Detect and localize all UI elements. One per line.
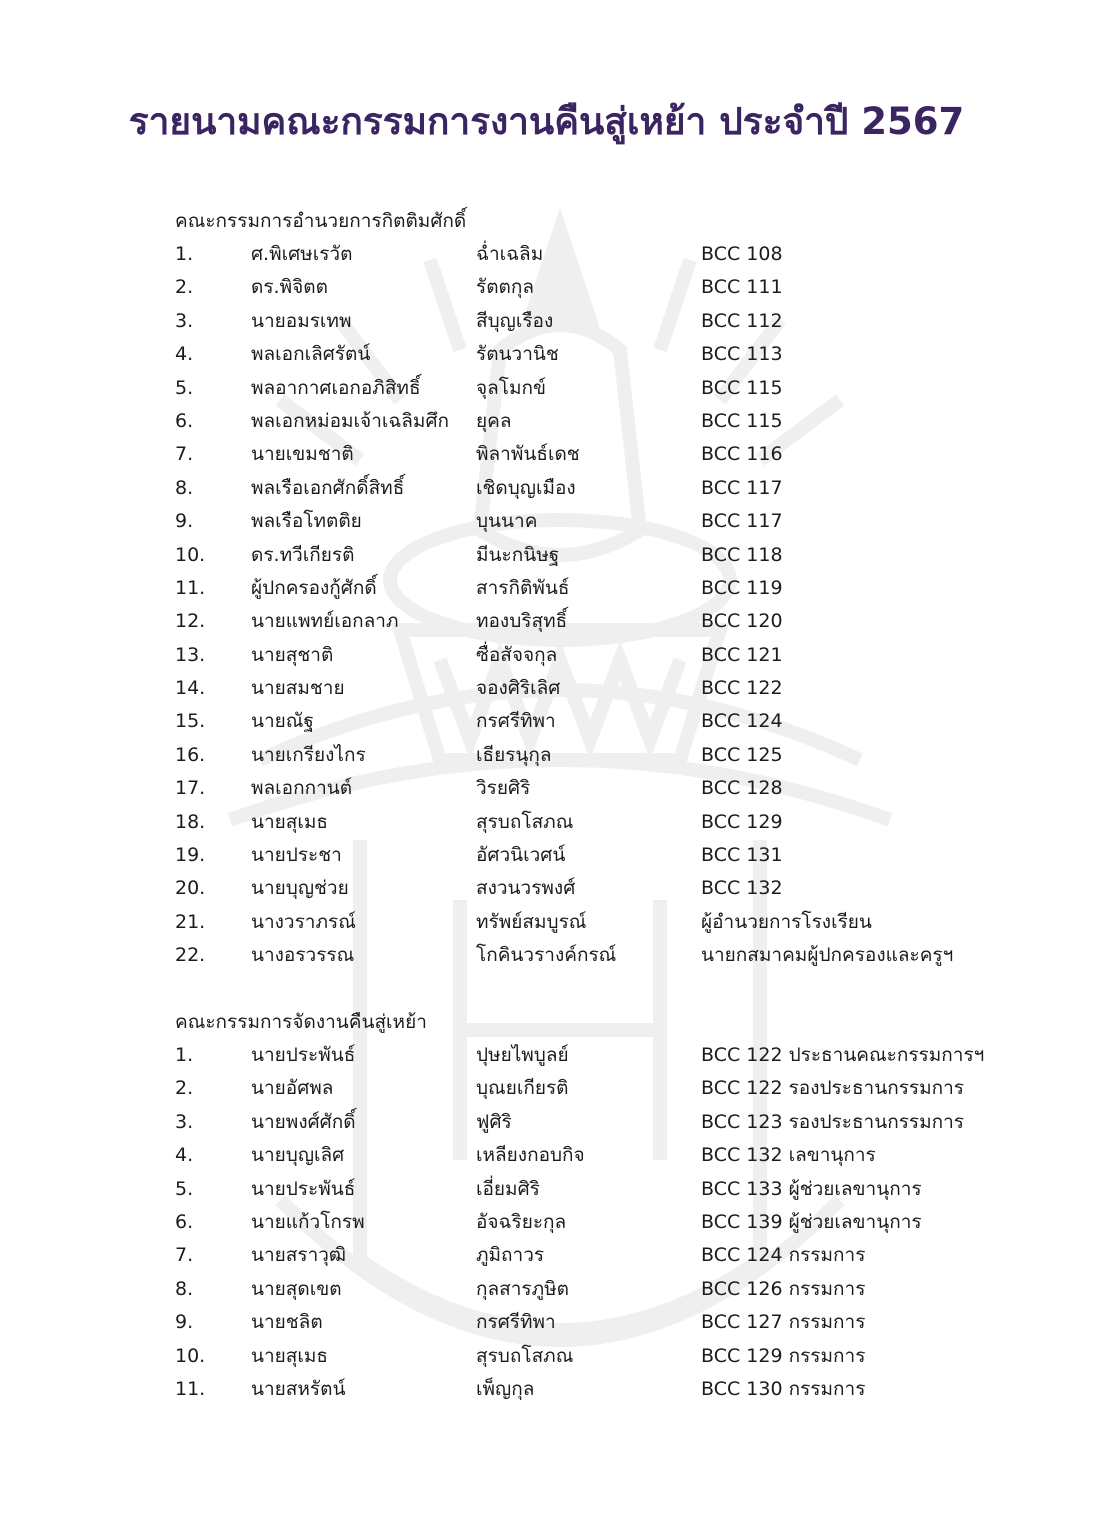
member-row <box>175 1173 1005 1206</box>
member-row <box>175 405 1005 438</box>
member-first-name: พลเอกเลิศรัตน์ <box>251 343 371 366</box>
member-note: BCC 122 ประธานคณะกรรมการฯ <box>701 1044 985 1066</box>
member-note: BCC 118 <box>701 543 783 566</box>
member-row <box>175 605 1005 638</box>
member-note: นายกสมาคมผู้ปกครองและครูฯ <box>701 944 954 967</box>
member-last-name: สงวนวรพงศ์ <box>476 877 576 900</box>
member-first-name: นายแก้วโกรพ <box>251 1210 365 1233</box>
row-number: 9. <box>175 510 194 533</box>
member-row <box>175 539 1005 572</box>
member-row <box>175 939 1005 972</box>
member-first-name: นายสราวุฒิ <box>251 1244 347 1267</box>
member-note: BCC 115 <box>701 376 783 399</box>
row-number: 2. <box>175 1077 194 1100</box>
member-first-name: นางอรวรรณ <box>251 944 355 967</box>
honorary-committee-section <box>175 204 1005 973</box>
member-row <box>175 672 1005 705</box>
member-row <box>175 1206 1005 1239</box>
member-first-name: ดร.พิจิตต <box>251 276 328 299</box>
member-last-name: ปุษยไพบูลย์ <box>476 1044 569 1066</box>
member-row <box>175 372 1005 405</box>
member-row <box>175 772 1005 805</box>
member-note: BCC 124 <box>701 710 783 733</box>
organizing-committee-section <box>175 1005 1005 1406</box>
member-last-name: จองศิริเลิศ <box>476 677 561 700</box>
member-note: BCC 120 <box>701 610 783 633</box>
member-row <box>175 305 1005 338</box>
row-number: 8. <box>175 476 194 499</box>
member-first-name: นายบุญเลิศ <box>251 1144 345 1167</box>
member-first-name: ศ.พิเศษเรวัต <box>251 243 353 265</box>
member-last-name: กุลสารภูษิต <box>476 1277 570 1300</box>
member-first-name: นายบุญช่วย <box>251 877 349 900</box>
member-first-name: ดร.ทวีเกียรติ <box>251 543 355 566</box>
member-row <box>175 1072 1005 1105</box>
row-number: 5. <box>175 1177 194 1200</box>
member-note: BCC 133 ผู้ช่วยเลขานุการ <box>701 1177 922 1200</box>
member-row <box>175 1106 1005 1139</box>
member-list <box>175 238 1005 973</box>
member-last-name: สุรบถโสภณ <box>476 810 574 833</box>
member-note: BCC 129 <box>701 810 783 833</box>
member-row <box>175 1340 1005 1373</box>
row-number: 21. <box>175 910 206 933</box>
row-number: 3. <box>175 1110 194 1133</box>
member-last-name: รัตนวานิช <box>476 343 559 366</box>
row-number: 9. <box>175 1311 194 1334</box>
member-note: BCC 123 รองประธานกรรมการ <box>701 1110 965 1133</box>
member-first-name: นายอัศพล <box>251 1077 334 1100</box>
member-row <box>175 472 1005 505</box>
row-number: 16. <box>175 743 206 766</box>
member-note: BCC 115 <box>701 409 783 432</box>
member-row <box>175 1239 1005 1272</box>
member-last-name: ฟูศิริ <box>476 1110 512 1133</box>
member-row <box>175 806 1005 839</box>
member-note: BCC 127 กรรมการ <box>701 1311 866 1334</box>
member-row <box>175 639 1005 672</box>
section-heading: คณะกรรมการอำนวยการกิตติมศักดิ์ <box>175 210 467 232</box>
member-row <box>175 271 1005 304</box>
member-last-name: บุนนาค <box>476 510 538 533</box>
member-note: BCC 119 <box>701 576 783 599</box>
member-note: BCC 116 <box>701 443 783 466</box>
member-first-name: พลอากาศเอกอภิสิทธิ์ <box>251 376 421 399</box>
member-row <box>175 572 1005 605</box>
member-first-name: นายสุดเขต <box>251 1277 342 1300</box>
row-number: 17. <box>175 777 206 800</box>
member-note: BCC 112 <box>701 309 783 332</box>
member-last-name: สุรบถโสภณ <box>476 1344 574 1367</box>
member-row <box>175 438 1005 471</box>
member-last-name: โกคินวรางค์กรณ์ <box>476 944 617 967</box>
member-first-name: ผู้ปกครองกู้ศักดิ์ <box>251 576 377 599</box>
member-note: BCC 139 ผู้ช่วยเลขานุการ <box>701 1210 922 1233</box>
member-last-name: กรศรีทิพา <box>476 1311 556 1334</box>
member-last-name: เหลียงกอบกิจ <box>476 1144 585 1167</box>
member-note: BCC 130 กรรมการ <box>701 1377 866 1400</box>
row-number: 10. <box>175 1344 206 1367</box>
member-last-name: เพ็ญกุล <box>476 1377 535 1400</box>
member-last-name: ยุคล <box>476 409 512 432</box>
member-last-name: สารกิติพันธ์ <box>476 576 570 599</box>
row-number: 6. <box>175 1210 194 1233</box>
row-number: 4. <box>175 1144 194 1167</box>
member-first-name: พลเอกกานต์ <box>251 777 353 800</box>
member-note: BCC 111 <box>701 276 783 299</box>
section-heading: คณะกรรมการจัดงานคืนสู่เหย้า <box>175 1011 427 1033</box>
member-row <box>175 1139 1005 1172</box>
row-number: 13. <box>175 643 206 666</box>
member-note: BCC 125 <box>701 743 783 766</box>
member-first-name: นายแพทย์เอกลาภ <box>251 610 399 633</box>
member-first-name: นายประพันธ์ <box>251 1044 356 1066</box>
member-last-name: เธียรนุกุล <box>476 743 552 766</box>
member-last-name: รัตตกุล <box>476 276 535 299</box>
member-first-name: นางวราภรณ์ <box>251 910 356 933</box>
row-number: 2. <box>175 276 194 299</box>
row-number: 1. <box>175 243 194 265</box>
member-note: BCC 124 กรรมการ <box>701 1244 866 1267</box>
member-last-name: ทรัพย์สมบูรณ์ <box>476 910 587 933</box>
member-row <box>175 872 1005 905</box>
member-last-name: เอี่ยมศิริ <box>476 1177 540 1200</box>
member-last-name: อัจฉริยะกุล <box>476 1210 567 1233</box>
member-first-name: นายชลิต <box>251 1311 323 1334</box>
member-first-name: พลเรือโทตติย <box>251 510 362 533</box>
member-last-name: วิรยศิริ <box>476 777 531 800</box>
member-last-name: บุณยเกียรติ <box>476 1077 569 1100</box>
member-note: BCC 129 กรรมการ <box>701 1344 866 1367</box>
row-number: 4. <box>175 343 194 366</box>
row-number: 1. <box>175 1044 194 1066</box>
member-last-name: เชิดบุญเมือง <box>476 476 576 499</box>
member-last-name: ภูมิถาวร <box>476 1244 545 1267</box>
member-note: BCC 132 <box>701 877 783 900</box>
member-row <box>175 906 1005 939</box>
member-first-name: พลเรือเอกศักดิ์สิทธิ์ <box>251 476 405 499</box>
member-last-name: มีนะกนิษฐ <box>476 543 560 566</box>
member-first-name: นายเขมชาติ <box>251 443 354 466</box>
member-first-name: นายณัฐ <box>251 710 314 733</box>
member-row <box>175 839 1005 872</box>
member-row <box>175 1373 1005 1406</box>
member-note: BCC 113 <box>701 343 783 366</box>
row-number: 6. <box>175 409 194 432</box>
member-note: BCC 128 <box>701 777 783 800</box>
member-row <box>175 505 1005 538</box>
member-last-name: สีบุญเรือง <box>476 309 554 332</box>
member-row <box>175 1039 1005 1072</box>
row-number: 10. <box>175 543 206 566</box>
member-note: BCC 121 <box>701 643 783 666</box>
member-note: BCC 117 <box>701 510 783 533</box>
member-note: BCC 122 <box>701 677 783 700</box>
member-first-name: นายสุเมธ <box>251 1344 329 1367</box>
page-title: รายนามคณะกรรมการงานคืนสู่เหย้า ประจำปี 2567 <box>128 100 965 143</box>
member-note: BCC 131 <box>701 844 783 867</box>
row-number: 19. <box>175 844 206 867</box>
row-number: 3. <box>175 309 194 332</box>
member-last-name: กรศรีทิพา <box>476 710 556 733</box>
row-number: 22. <box>175 944 206 967</box>
row-number: 7. <box>175 443 194 466</box>
member-row <box>175 338 1005 371</box>
member-last-name: อัศวนิเวศน์ <box>476 844 566 867</box>
member-first-name: นายเกรียงไกร <box>251 743 366 766</box>
row-number: 15. <box>175 710 206 733</box>
row-number: 14. <box>175 677 206 700</box>
member-first-name: นายประชา <box>251 844 342 867</box>
row-number: 11. <box>175 576 206 599</box>
member-first-name: พลเอกหม่อมเจ้าเฉลิมศึก <box>251 409 450 432</box>
member-first-name: นายอมรเทพ <box>251 309 352 332</box>
member-row <box>175 705 1005 738</box>
member-note: BCC 117 <box>701 476 783 499</box>
member-note: ผู้อำนวยการโรงเรียน <box>701 910 872 933</box>
member-note: BCC 126 กรรมการ <box>701 1277 866 1300</box>
row-number: 12. <box>175 610 206 633</box>
row-number: 8. <box>175 1277 194 1300</box>
member-first-name: นายสุชาติ <box>251 643 334 666</box>
member-first-name: นายประพันธ์ <box>251 1177 356 1200</box>
member-first-name: นายสมชาย <box>251 677 345 700</box>
row-number: 18. <box>175 810 206 833</box>
member-first-name: นายสุเมธ <box>251 810 329 833</box>
member-last-name: ฉ่ำเฉลิม <box>476 243 544 265</box>
row-number: 5. <box>175 376 194 399</box>
member-row <box>175 739 1005 772</box>
member-row <box>175 238 1005 271</box>
member-list <box>175 1039 1005 1406</box>
member-last-name: ทองบริสุทธิ์ <box>476 610 568 633</box>
row-number: 7. <box>175 1244 194 1267</box>
member-note: BCC 122 รองประธานกรรมการ <box>701 1077 965 1100</box>
member-last-name: ซื่อสัจจกุล <box>476 643 558 666</box>
member-first-name: นายพงศ์ศักดิ์ <box>251 1110 356 1133</box>
member-note: BCC 132 เลขานุการ <box>701 1144 876 1167</box>
member-last-name: พิลาพันธ์เดช <box>476 443 580 466</box>
member-row <box>175 1306 1005 1339</box>
row-number: 20. <box>175 877 206 900</box>
row-number: 11. <box>175 1377 206 1400</box>
member-last-name: จุลโมกข์ <box>476 376 546 399</box>
member-row <box>175 1273 1005 1306</box>
member-first-name: นายสหรัตน์ <box>251 1377 346 1400</box>
member-note: BCC 108 <box>701 243 783 265</box>
